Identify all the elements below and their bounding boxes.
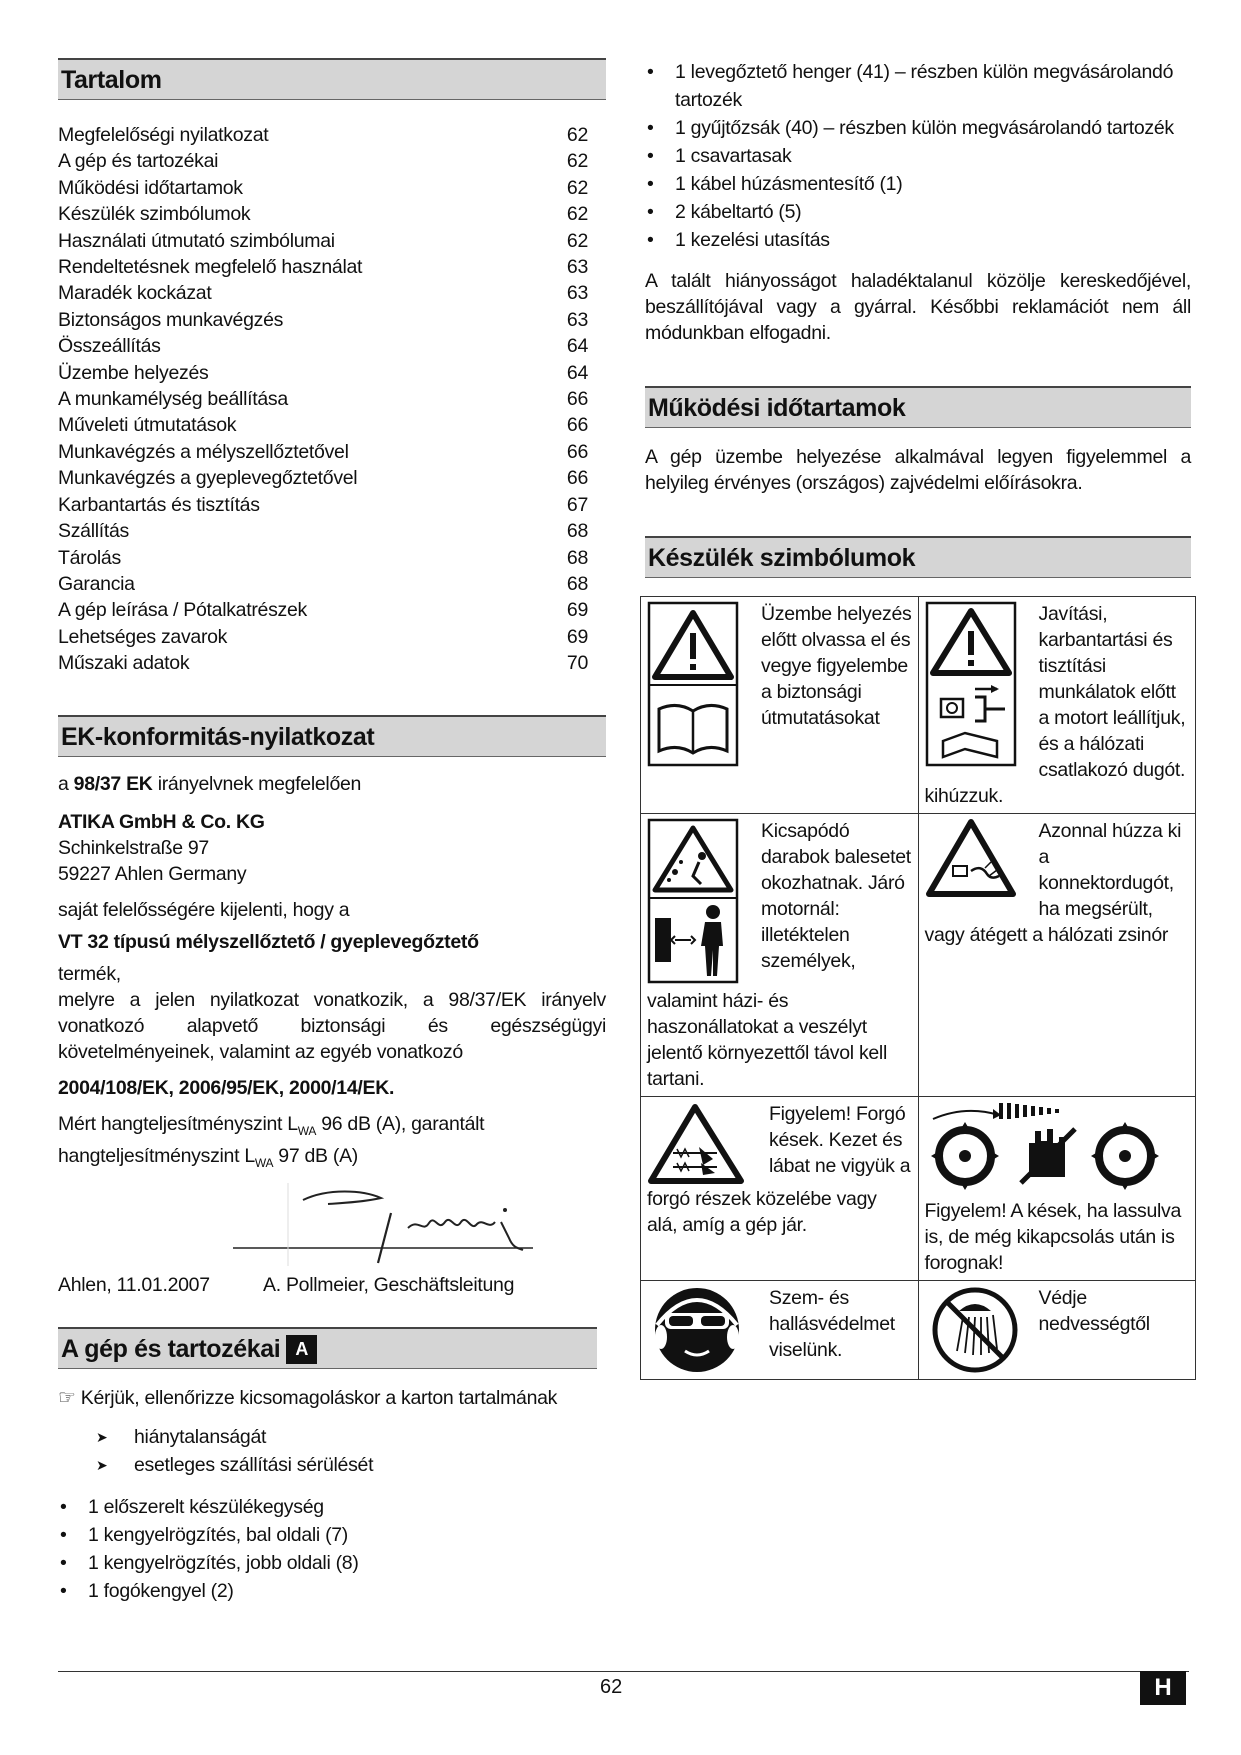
table-of-contents [58, 122, 588, 677]
toc-entry-page: 69 [566, 625, 588, 648]
company-street: Schinkelstraße 97 [58, 836, 209, 859]
symbol-cell-flying-debris: Kicsapódó darabok balesetet okozhatnak. Járó motornál: illetéktelen személyek, valamint házi- és haszonállatokat a veszélyt jelentő környezettől távol kell tartani. [641, 814, 919, 1097]
symbol-cell-moisture: Védje nedvességtől [918, 1281, 1196, 1380]
toc-entry[interactable] [58, 175, 588, 201]
noise-line-2: hangteljesítményszint $L_{WA}$ 97 dB (A) [58, 1145, 358, 1171]
left-column [58, 58, 606, 1605]
warning-read-manual-icon [647, 601, 757, 771]
toc-entry-page: 66 [566, 440, 588, 463]
toc-entry[interactable] [58, 518, 588, 544]
toc-entry-label: Működési időtartamok [58, 176, 243, 199]
toc-entry[interactable] [58, 122, 588, 148]
blades-rotate-after-shutdown-icon [925, 1101, 1190, 1198]
symbol-cell-read-manual: Üzembe helyezés előtt olvassa el és vegye figyelembe a biztonsági útmutatásokat [641, 597, 919, 814]
protect-from-moisture-icon [925, 1285, 1035, 1375]
check-item: ➤ hiánytalanságát [96, 1423, 606, 1451]
operating-times-text: A gép üzembe helyezése alkalmával legyen figyelemmel a helyileg érvényes (országos) zajvédelmi előírásokra. [645, 446, 1191, 494]
symbol-cell-blades-after-shutdown: Figyelem! A kések, ha lassulva is, de még kikapcsolás után is forognak! [918, 1097, 1196, 1281]
section-badge: A [286, 1335, 317, 1364]
conformity-heading: EK-konformitás-nyilatkozat [58, 715, 606, 757]
contents-item: • 1 fogókengyel (2) [58, 1577, 606, 1605]
toc-entry-label: Munkavégzés a gyeplevegőztetővel [58, 467, 358, 490]
toc-entry-page: 69 [566, 599, 588, 622]
toc-entry[interactable] [58, 650, 588, 676]
noise-line-1: Mért hangteljesítményszint $L_{WA}$ 96 dB (A), garantált [58, 1112, 485, 1138]
check-item: ➤ esetleges szállítási sérülését [96, 1451, 606, 1479]
missing-note: A talált hiányosságot haladéktalanul közölje kereskedőjével, beszállítójával vagy a gyárral. Későbbi reklamációt nem áll módunkban elfogadni. [645, 270, 1191, 344]
right-column [645, 58, 1191, 1380]
toc-entry-page: 68 [566, 546, 588, 569]
toc-heading: Tartalom [58, 58, 606, 100]
footer-divider [58, 1671, 1189, 1672]
symbol-cell-rotating-blades: Figyelem! Forgó kések. Kezet és lábat ne vigyük a forgó részek közelébe vagy alá, amíg a gép jár. [641, 1097, 919, 1281]
toc-entry-page: 66 [566, 414, 588, 437]
toc-entry[interactable] [58, 465, 588, 491]
toc-entry[interactable] [58, 307, 588, 333]
toc-entry-label: Műveleti útmutatások [58, 414, 237, 437]
toc-entry-page: 66 [566, 467, 588, 490]
toc-entry[interactable] [58, 412, 588, 438]
contents-item: • 2 kábeltartó (5) [645, 198, 1191, 226]
signature [233, 1178, 553, 1273]
toc-entry-label: Maradék kockázat [58, 282, 212, 305]
signature-area [58, 1176, 606, 1274]
contents-item: • 1 kengyelrögzítés, jobb oldali (8) [58, 1549, 606, 1577]
toc-entry-page: 68 [566, 520, 588, 543]
toc-entry[interactable] [58, 571, 588, 597]
conformity-intro: a 98/37 EK irányelvnek megfelelően [58, 772, 362, 795]
toc-entry[interactable] [58, 597, 588, 623]
toc-entry[interactable] [58, 228, 588, 254]
product-name: VT 32 típusú mélyszellőztető / gyeplevegőztető [58, 930, 479, 953]
toc-entry-page: 66 [566, 388, 588, 411]
toc-entry-page: 63 [566, 308, 588, 331]
operating-times-heading: Működési időtartamok [645, 386, 1191, 428]
symbols-table [640, 596, 1196, 1380]
toc-entry[interactable] [58, 386, 588, 412]
toc-entry-page: 64 [566, 361, 588, 384]
check-intro: ☞ Kérjük, ellenőrizze kicsomagoláskor a karton tartalmának [58, 1387, 558, 1410]
country-code-badge: H [1140, 1671, 1186, 1705]
toc-entry-label: Munkavégzés a mélyszellőztetővel [58, 440, 349, 463]
symbol-cell-eye-ear-protection: Szem- és hallásvédelmet viselünk. [641, 1281, 919, 1380]
toc-entry-label: Összeállítás [58, 335, 161, 358]
contents-item: • 1 kábel húzásmentesítő (1) [645, 170, 1191, 198]
toc-entry[interactable] [58, 148, 588, 174]
page-number: 62 [600, 1676, 623, 1698]
toc-entry-label: Lehetséges zavarok [58, 625, 228, 648]
pointing-hand-icon: ☞ [58, 1387, 76, 1410]
toc-entry[interactable] [58, 492, 588, 518]
symbols-heading: Készülék szimbólumok [645, 536, 1191, 578]
machine-heading: A gép és tartozékai A [58, 1327, 597, 1369]
toc-entry-page: 67 [566, 493, 588, 516]
check-list [58, 1423, 606, 1479]
warning-unplug-icon [925, 601, 1035, 771]
eye-ear-protection-icon [647, 1285, 765, 1375]
toc-entry-label: A gép és tartozékai [58, 150, 219, 173]
flying-debris-keep-distance-icon [647, 818, 757, 988]
contents-list-left [58, 1493, 606, 1605]
contents-item: • 1 kengyelrögzítés, bal oldali (7) [58, 1521, 606, 1549]
toc-entry[interactable] [58, 624, 588, 650]
toc-entry[interactable] [58, 201, 588, 227]
toc-entry-label: Műszaki adatok [58, 652, 190, 675]
toc-entry-label: Tárolás [58, 546, 121, 569]
toc-entry-page: 62 [566, 150, 588, 173]
toc-entry-label: Rendeltetésnek megfelelő használat [58, 256, 363, 279]
toc-entry-page: 62 [566, 176, 588, 199]
toc-entry-page: 63 [566, 256, 588, 279]
declares-text: saját felelősségére kijelenti, hogy a [58, 898, 350, 921]
contents-item: • 1 kezelési utasítás [645, 226, 1191, 254]
product-suffix: termék, [58, 962, 121, 985]
signature-caption: Ahlen, 11.01.2007 A. Pollmeier, Geschäftsleitung [58, 1274, 515, 1297]
company-city: 59227 Ahlen Germany [58, 862, 247, 885]
toc-entry-label: Üzembe helyezés [58, 361, 209, 384]
toc-entry-page: 62 [566, 229, 588, 252]
damaged-cable-unplug-icon [925, 818, 1035, 903]
toc-entry-page: 62 [566, 124, 588, 146]
toc-entry-page: 68 [566, 572, 588, 595]
contents-item: • 1 gyűjtőzsák (40) – részben külön megvásárolandó tartozék [645, 114, 1191, 142]
rotating-blades-warning-icon [647, 1101, 765, 1186]
toc-entry-page: 64 [566, 335, 588, 358]
toc-entry-label: A munkamélység beállítása [58, 388, 288, 411]
contents-item: • 1 előszerelt készülékegység [58, 1493, 606, 1521]
contents-item: • 1 csavartasak [645, 142, 1191, 170]
toc-entry[interactable] [58, 280, 588, 306]
directives: 2004/108/EK, 2006/95/EK, 2000/14/EK. [58, 1076, 395, 1099]
toc-entry-page: 63 [566, 282, 588, 305]
symbol-cell-unplug: Javítási, karbantartási és tisztítási munkálatok előtt a motort leállítjuk, és a hálózati csatlakozó dugót. kihúzzuk. [918, 597, 1196, 814]
toc-entry-page: 70 [566, 652, 588, 675]
toc-entry[interactable] [58, 254, 588, 280]
toc-entry-label: Garancia [58, 572, 135, 595]
toc-entry[interactable] [58, 360, 588, 386]
toc-entry-label: Készülék szimbólumok [58, 203, 251, 226]
contents-list-right [645, 58, 1191, 254]
toc-entry-label: Megfelelőségi nyilatkozat [58, 124, 269, 146]
toc-entry-page: 62 [566, 203, 588, 226]
toc-entry[interactable] [58, 439, 588, 465]
toc-entry-label: Használati útmutató szimbólumai [58, 229, 335, 252]
company-name: ATIKA GmbH & Co. KG [58, 810, 265, 833]
toc-entry[interactable] [58, 545, 588, 571]
toc-entry-label: A gép leírása / Pótalkatrészek [58, 599, 307, 622]
toc-entry-label: Biztonságos munkavégzés [58, 308, 284, 331]
toc-entry-label: Szállítás [58, 520, 129, 543]
symbol-cell-damaged-cable: Azonnal húzza ki a konnektordugót, ha megsérült, vagy átégett a hálózati zsinór [918, 814, 1196, 1097]
conformity-body: melyre a jelen nyilatkozat vonatkozik, a 98/37/EK irányelv vonatkozó alapvető biztonsági és egészségügyi követelményeinek, valamint az egyéb vonatkozó [58, 988, 606, 1063]
toc-entry[interactable] [58, 333, 588, 359]
contents-item: • 1 levegőztető henger (41) – részben külön megvásárolandó tartozék [645, 58, 1191, 114]
toc-entry-label: Karbantartás és tisztítás [58, 493, 260, 516]
